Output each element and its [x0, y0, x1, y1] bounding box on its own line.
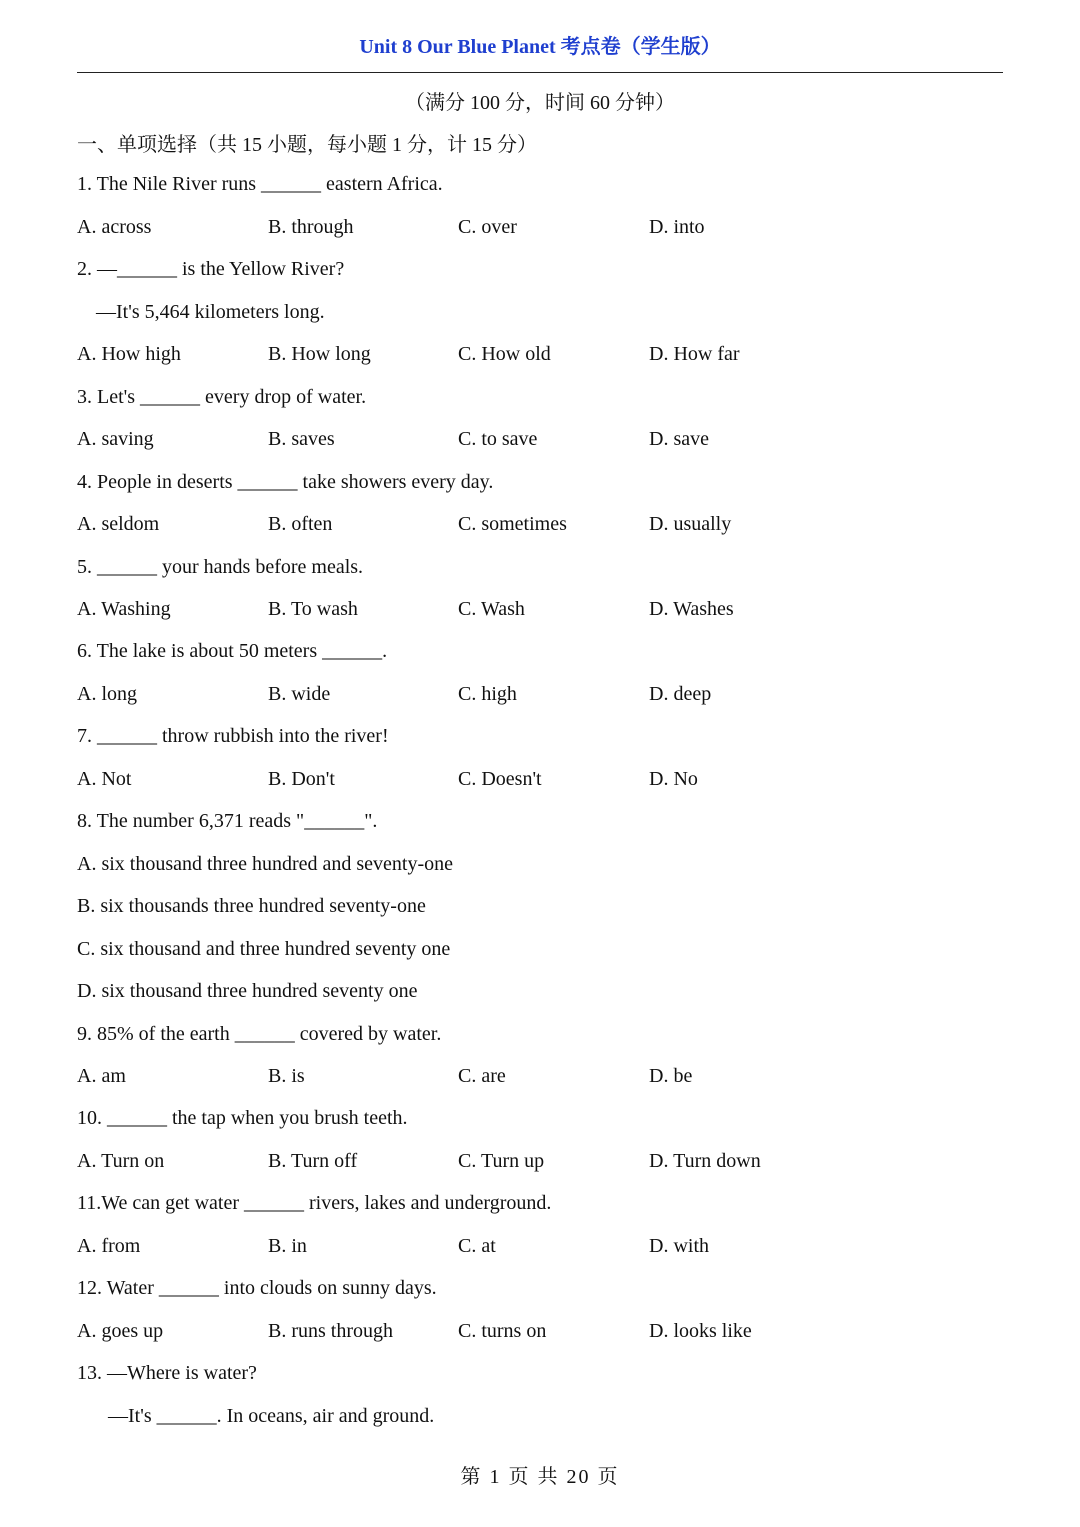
question-5: 5. ______ your hands before meals. — [77, 556, 364, 578]
question-11: 11.We can get water ______ rivers, lakes and underground. — [77, 1192, 552, 1214]
q9-option-b: B. is — [268, 1065, 305, 1087]
q12-option-d: D. looks like — [649, 1320, 752, 1342]
q5-option-c: C. Wash — [458, 598, 525, 620]
question-13: 13. —Where is water? — [77, 1362, 257, 1384]
page-number: 第 1 页 共 20 页 — [460, 1466, 620, 1488]
q4-option-a: A. seldom — [77, 513, 160, 535]
question-10: 10. ______ the tap when you brush teeth. — [77, 1107, 408, 1129]
q1-option-b: B. through — [268, 216, 354, 238]
q3-option-a: A. saving — [77, 428, 154, 450]
q6-option-c: C. high — [458, 683, 517, 705]
document-title: Unit 8 Our Blue Planet 考点卷（学生版） — [359, 36, 721, 58]
question-6: 6. The lake is about 50 meters ______. — [77, 640, 388, 662]
q5-option-d: D. Washes — [649, 598, 734, 620]
q2-option-a: A. How high — [77, 343, 181, 365]
q10-option-d: D. Turn down — [649, 1150, 761, 1172]
question-12: 12. Water ______ into clouds on sunny days. — [77, 1277, 437, 1299]
q5-option-b: B. To wash — [268, 598, 358, 620]
q2-option-d: D. How far — [649, 343, 740, 365]
question-1: 1. The Nile River runs ______ eastern Africa. — [77, 173, 443, 195]
q11-option-d: D. with — [649, 1235, 709, 1257]
q12-option-c: C. turns on — [458, 1320, 547, 1342]
q1-option-c: C. over — [458, 216, 517, 238]
q7-option-b: B. Don't — [268, 768, 335, 790]
q4-option-c: C. sometimes — [458, 513, 567, 535]
q6-option-a: A. long — [77, 683, 137, 705]
question-4: 4. People in deserts ______ take showers every day. — [77, 471, 494, 493]
q12-option-b: B. runs through — [268, 1320, 393, 1342]
q11-option-c: C. at — [458, 1235, 496, 1257]
question-7: 7. ______ throw rubbish into the river! — [77, 725, 389, 747]
q12-option-a: A. goes up — [77, 1320, 164, 1342]
exam-info: （满分 100 分，时间 60 分钟） — [405, 92, 675, 114]
q4-option-d: D. usually — [649, 513, 732, 535]
q2-option-c: C. How old — [458, 343, 551, 365]
question-8: 8. The number 6,371 reads "______". — [77, 810, 378, 832]
q11-option-a: A. from — [77, 1235, 141, 1257]
q3-option-b: B. saves — [268, 428, 335, 450]
q7-option-c: C. Doesn't — [458, 768, 542, 790]
q11-option-b: B. in — [268, 1235, 307, 1257]
q7-option-a: A. Not — [77, 768, 132, 790]
q2-option-b: B. How long — [268, 343, 371, 365]
q8-option-c: C. six thousand and three hundred seventy one — [77, 938, 451, 960]
question-3: 3. Let's ______ every drop of water. — [77, 386, 367, 408]
q10-option-a: A. Turn on — [77, 1150, 165, 1172]
question-2-reply: —It's 5,464 kilometers long. — [96, 301, 325, 323]
q5-option-a: A. Washing — [77, 598, 171, 620]
q9-option-d: D. be — [649, 1065, 693, 1087]
header-divider — [77, 72, 1003, 73]
q9-option-a: A. am — [77, 1065, 126, 1087]
section-heading: 一、单项选择（共 15 小题，每小题 1 分，计 15 分） — [77, 134, 537, 156]
q1-option-a: A. across — [77, 216, 152, 238]
question-13-reply: —It's ______. In oceans, air and ground. — [108, 1405, 435, 1427]
question-2: 2. —______ is the Yellow River? — [77, 258, 345, 280]
q3-option-c: C. to save — [458, 428, 538, 450]
q6-option-b: B. wide — [268, 683, 331, 705]
q1-option-d: D. into — [649, 216, 705, 238]
q10-option-b: B. Turn off — [268, 1150, 358, 1172]
q6-option-d: D. deep — [649, 683, 712, 705]
q7-option-d: D. No — [649, 768, 698, 790]
q9-option-c: C. are — [458, 1065, 506, 1087]
q10-option-c: C. Turn up — [458, 1150, 545, 1172]
q8-option-b: B. six thousands three hundred seventy-one — [77, 895, 426, 917]
question-9: 9. 85% of the earth ______ covered by water. — [77, 1023, 442, 1045]
q8-option-a: A. six thousand three hundred and seventy-one — [77, 853, 454, 875]
q3-option-d: D. save — [649, 428, 709, 450]
q8-option-d: D. six thousand three hundred seventy one — [77, 980, 418, 1002]
q4-option-b: B. often — [268, 513, 333, 535]
